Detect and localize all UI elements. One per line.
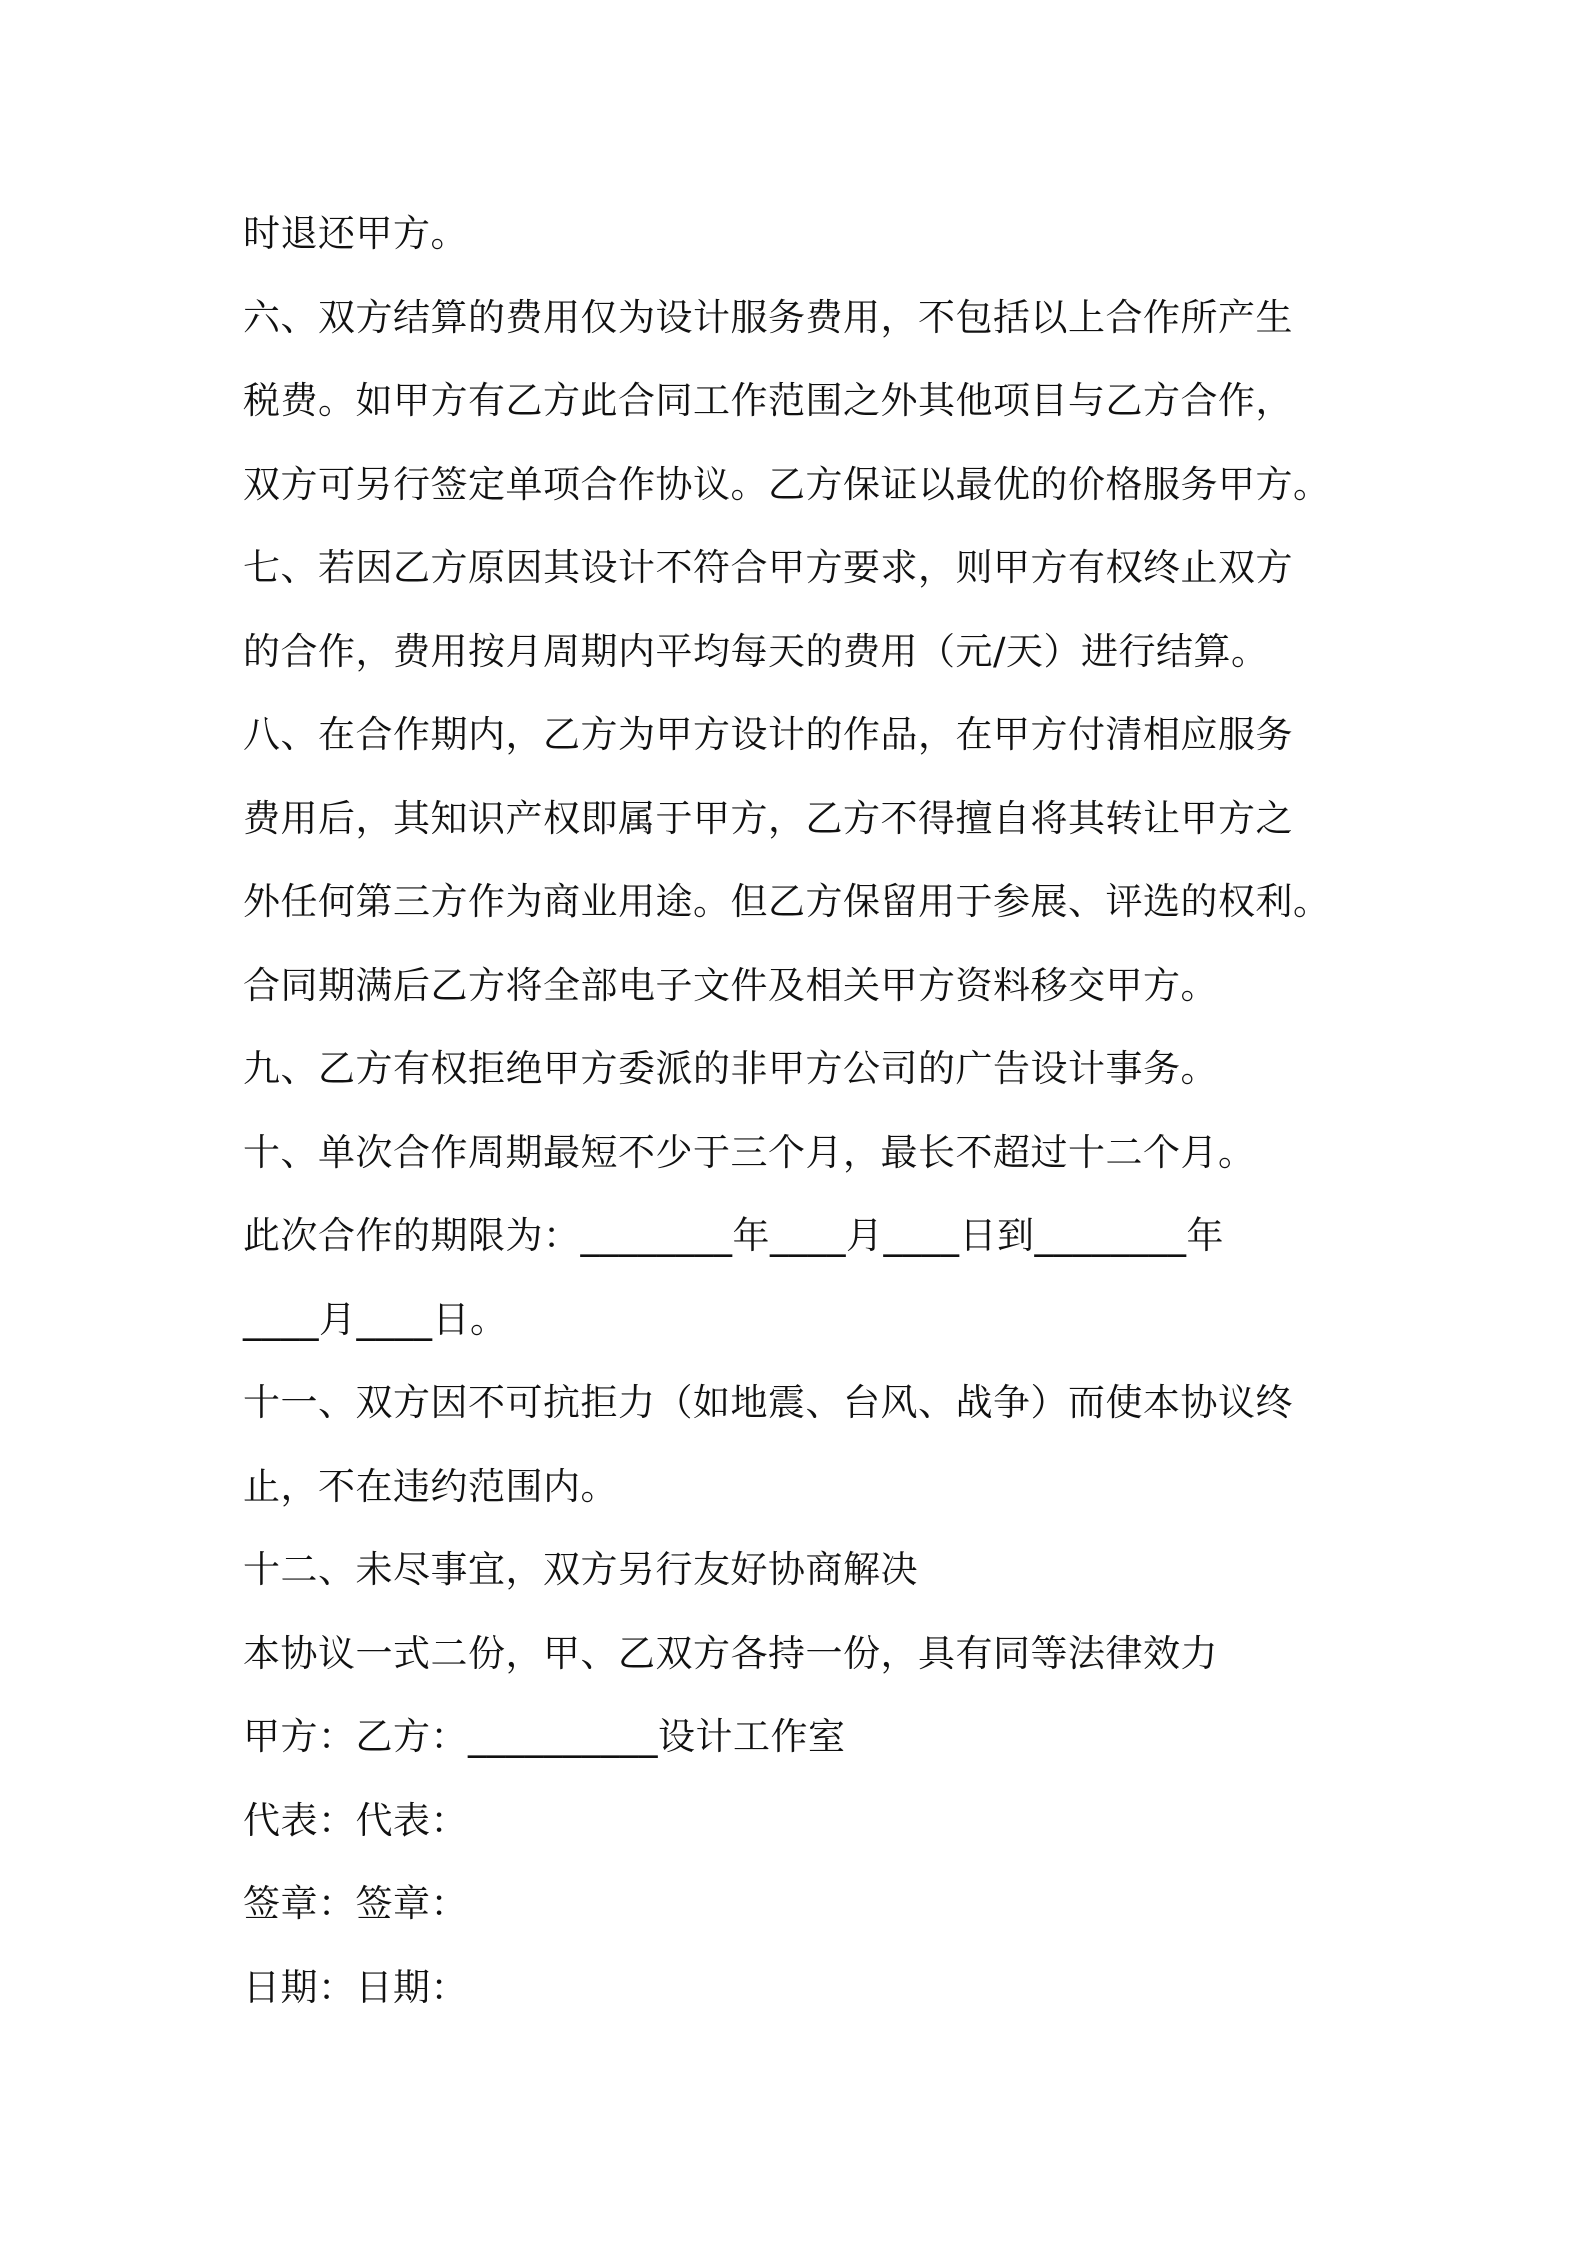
signature-seals: 签章：签章： (243, 1882, 468, 1925)
cooperation-period-line-1: 此次合作的期限为：________年____月____日到________年 (243, 1214, 1224, 1257)
contract-body (243, 192, 1383, 2029)
copies-statement: 本协议一式二份，甲、乙双方各持一份，具有同等法律效力 (243, 1631, 1218, 1675)
clause-7-line-1: 七、若因乙方原因其设计不符合甲方要求，则甲方有权终止双方 (243, 546, 1293, 589)
clause-6-line-3: 双方可另行签定单项合作协议。乙方保证以最优的价格服务甲方。 (243, 462, 1331, 506)
clause-11-line-1: 十一、双方因不可抗拒力（如地震、台风、战争）而使本协议终 (243, 1381, 1293, 1424)
clause-12: 十二、未尽事宜，双方另行友好协商解决 (243, 1548, 918, 1591)
clause-11-line-2: 止，不在违约范围内。 (243, 1464, 618, 1508)
clause-9: 九、乙方有权拒绝甲方委派的非甲方公司的广告设计事务。 (243, 1047, 1218, 1090)
clause-8-line-1: 八、在合作期内，乙方为甲方设计的作品，在甲方付清相应服务 (243, 713, 1293, 756)
clause-8-line-2: 费用后，其知识产权即属于甲方，乙方不得擅自将其转让甲方之 (243, 796, 1293, 840)
signature-dates: 日期：日期： (243, 1965, 468, 2009)
clause-6-line-1: 六、双方结算的费用仅为设计服务费用，不包括以上合作所产生 (243, 295, 1293, 339)
clause-8-line-3: 外任何第三方作为商业用途。但乙方保留用于参展、评选的权利。 (243, 880, 1331, 923)
line-return-to-party-a: 时退还甲方。 (243, 212, 468, 255)
clause-8-line-4: 合同期满后乙方将全部电子文件及相关甲方资料移交甲方。 (243, 963, 1218, 1007)
clause-7-line-2: 的合作，费用按月周期内平均每天的费用（元/天）进行结算。 (243, 629, 1269, 673)
signature-representatives: 代表：代表： (243, 1798, 468, 1842)
signature-parties: 甲方：乙方：__________设计工作室 (243, 1715, 846, 1758)
clause-10: 十、单次合作周期最短不少于三个月，最长不超过十二个月。 (243, 1130, 1256, 1174)
cooperation-period-line-2: ____月____日。 (243, 1297, 508, 1341)
clause-6-line-2: 税费。如甲方有乙方此合同工作范围之外其他项目与乙方合作， (243, 379, 1293, 422)
